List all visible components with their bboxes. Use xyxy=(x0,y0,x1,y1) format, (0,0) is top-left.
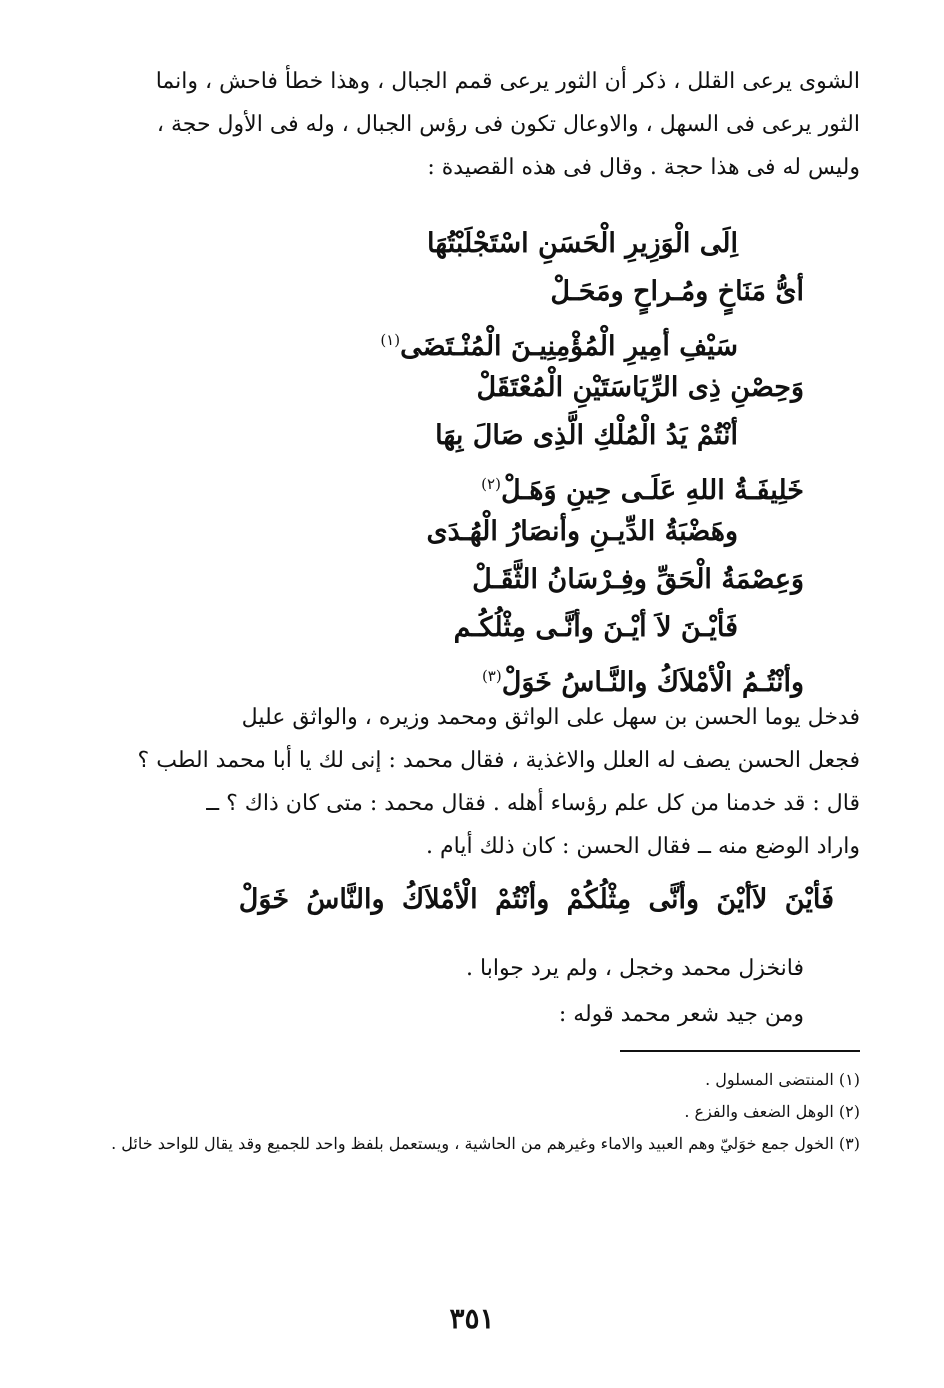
poem-line xyxy=(164,508,804,556)
poem-line-text: خَلِيفَـةُ اللهِ عَلَـى حِينِ وَهَـلْ xyxy=(500,475,804,506)
poem-line xyxy=(164,364,804,412)
poem-line xyxy=(164,268,804,316)
prose-line: وليس له فى هذا حجة . وقال فى هذه القصيدة : xyxy=(427,155,860,180)
page-number: ٣٥١ xyxy=(449,1302,495,1335)
footnote-ref: (٣) xyxy=(481,667,502,685)
poem-line xyxy=(164,604,804,652)
poem-block xyxy=(164,220,804,700)
poem-line-text: سَيْفِ أمِيرِ الْمُؤْمِنِيـنَ الْمُنْـتَضَى xyxy=(400,331,738,362)
poem-line-text: وَعِصْمَةُ الْحَقِّ وفِـرْسَانُ الثَّقَـلْ xyxy=(472,564,804,595)
prose-line: فانخزل محمد وخجل ، ولم يرد جوابا . xyxy=(466,956,804,981)
closing-lines xyxy=(144,946,804,1038)
poem-line-text: أنْتُمْ يَدُ الْمُلْكِ الَّذِى صَالَ بِهَا xyxy=(435,420,738,451)
poem-line xyxy=(164,652,804,700)
footnote: (١) المنتضى المسلول . xyxy=(705,1070,860,1089)
poem-line-text: اِلَى الْوَزِيرِ الْحَسَنِ اسْتَجْلَبْتُهَا xyxy=(427,228,738,259)
poem-line-text: وهَضْبَةُ الدِّيـنِ وأنصَارُ الْهُـدَى xyxy=(426,516,738,547)
prose-line: ومن جيد شعر محمد قوله : xyxy=(558,1002,804,1027)
prose-line: واراد الوضع منه ــ فقال الحسن : كان ذلك أيام . xyxy=(426,834,860,859)
poem-line xyxy=(164,220,804,268)
prose-paragraph-anecdote xyxy=(80,696,860,868)
prose-line: الثور يرعى فى السهل ، والاوعال تكون فى رؤس الجبال ، وله فى الأول حجة ، xyxy=(156,112,860,137)
footnote-divider xyxy=(620,1050,860,1052)
poem-line xyxy=(164,556,804,604)
poem-line xyxy=(164,460,804,508)
footnote: (٢) الوهل الضعف والفزع . xyxy=(684,1102,860,1121)
poem-line-text: فَأيْـنَ لاَ أيْـنَ وأنَّـى مِثْلُكُـم xyxy=(453,612,738,643)
footnote-ref: (٢) xyxy=(481,475,501,493)
footnotes xyxy=(80,1066,860,1162)
quoted-verse: فَأيْنَ لاَأيْنَ وأنَّى مِثْلُكُمْ وأنْتُمْ الْأمْلاَكُ والنَّاسُ خَوَلْ xyxy=(238,884,834,915)
prose-line: فجعل الحسن يصف له العلل والاغذية ، فقال محمد : إنى لك يا أبا محمد الطب ؟ xyxy=(137,748,860,773)
footnote-ref: (١) xyxy=(380,331,401,349)
prose-line: الشوى يرعى القلل ، ذكر أن الثور يرعى قمم الجبال ، وهذا خطأ فاحش ، وانما xyxy=(155,69,860,94)
prose-line: فدخل يوما الحسن بن سهل على الواثق ومحمد وزيره ، والواثق عليل xyxy=(241,705,860,730)
poem-line xyxy=(164,412,804,460)
poem-line-text: أىُّ مَنَاخٍ ومُـراحٍ ومَحَـلْ xyxy=(550,276,804,307)
prose-paragraph-top xyxy=(80,60,860,189)
poem-line-text: وَحِصْنِ ذِى الرِّيَاسَتَيْنِ الْمُعْتَقَلْ xyxy=(476,372,804,403)
footnote: (٣) الخول جمع خوَليّ وهم العبيد والاماء وغيرهم من الحاشية ، ويستعمل بلفظ واحد للجميع وقد يقال للواحد خائل . xyxy=(111,1134,860,1153)
prose-line: قال : قد خدمنا من كل علم رؤساء أهله . فقال محمد : متى كان ذاك ؟ ــ xyxy=(206,791,860,816)
poem-line-text: وأنْتُـمُ الْأمْلاَكُ والنَّـاسُ خَوَلْ xyxy=(501,667,804,698)
poem-line xyxy=(164,316,804,364)
